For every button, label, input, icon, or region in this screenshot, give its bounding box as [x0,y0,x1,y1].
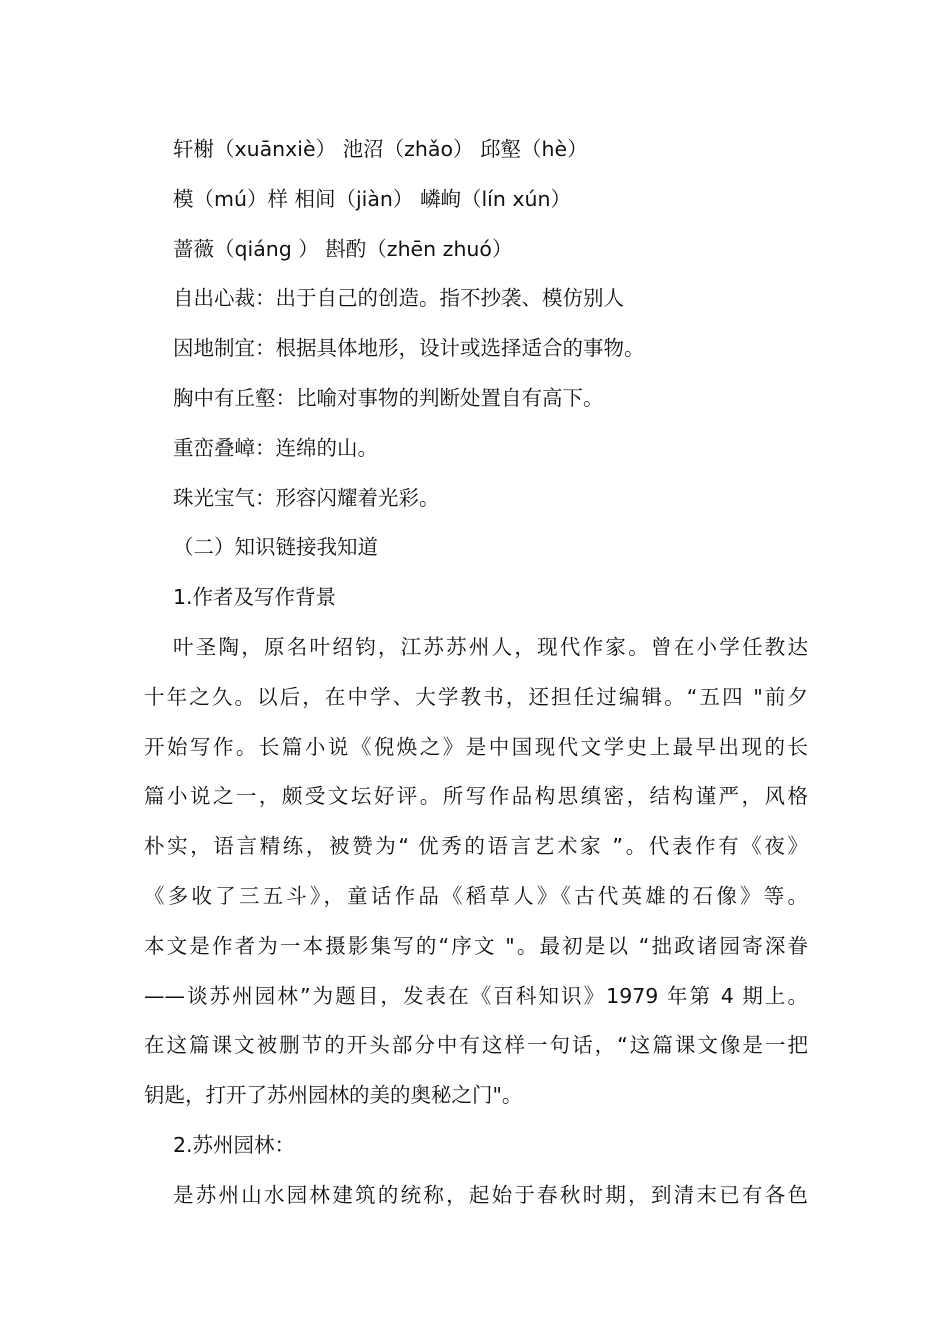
idiom-line-2: 因地制宜：根据具体地形，设计或选择适合的事物。 [173,336,645,361]
author-paragraph-line: 篇小说之一，颇受文坛好评。所写作品构思缜密，结构谨严，风格 [144,784,808,809]
author-paragraph-line: 本文是作者为一本摄影集写的“序文 "。最初是以 “拙政诸园寄深眷 [144,933,808,958]
author-paragraph-line: 《多收了三五斗》，童话作品《稻草人》《古代英雄的石像》等。 [144,883,808,908]
vocab-line-3: 蔷薇（qiáng ） 斟酌（zhēn zhuó） [173,236,513,261]
vocab-line-1: 轩榭（xuānxiè） 池沼（zhǎo） 邱壑（hè） [173,137,588,161]
author-paragraph-line: 在这篇课文被删节的开头部分中有这样一句话，“这篇课文像是一把 [144,1033,808,1058]
document-page [144,125,808,1221]
author-paragraph-line: 朴实，语言精练，被赞为“ 优秀的语言艺术家 ”。代表作有《夜》 [144,834,808,859]
author-paragraph-line: 钥匙，打开了苏州园林的美的奥秘之门"。 [144,1083,523,1108]
idiom-line-4: 重峦叠嶂：连绵的山。 [173,435,378,460]
vocab-line-2: 模（mú）样 相间（jiàn） 嶙峋（lín xún） [173,186,571,211]
author-paragraph-line: 十年之久。以后，在中学、大学教书，还担任过编辑。“五四 "前夕 [144,684,808,709]
garden-paragraph-line: 是苏州山水园林建筑的统称，起始于春秋时期，到清末已有各色 [173,1182,808,1207]
idiom-line-1: 自出心裁：出于自己的创造。指不抄袭、模仿别人 [173,286,624,311]
section-title: （二）知识链接我知道 [173,535,378,560]
idiom-line-5: 珠光宝气：形容闪耀着光彩。 [173,485,440,510]
author-paragraph-line: 开始写作。长篇小说《倪焕之》是中国现代文学史上最早出现的长 [144,734,808,759]
author-paragraph-line: 叶圣陶，原名叶绍钧，江苏苏州人，现代作家。曾在小学任教达 [173,634,808,659]
author-paragraph-line: ——谈苏州园林”为题目，发表在《百科知识》1979 年第 4 期上。 [144,983,808,1008]
subsection-garden-heading: 2.苏州园林： [173,1132,296,1157]
idiom-line-3: 胸中有丘壑：比喻对事物的判断处置自有高下。 [173,385,604,410]
subsection-author-heading: 1.作者及写作背景 [173,585,337,610]
